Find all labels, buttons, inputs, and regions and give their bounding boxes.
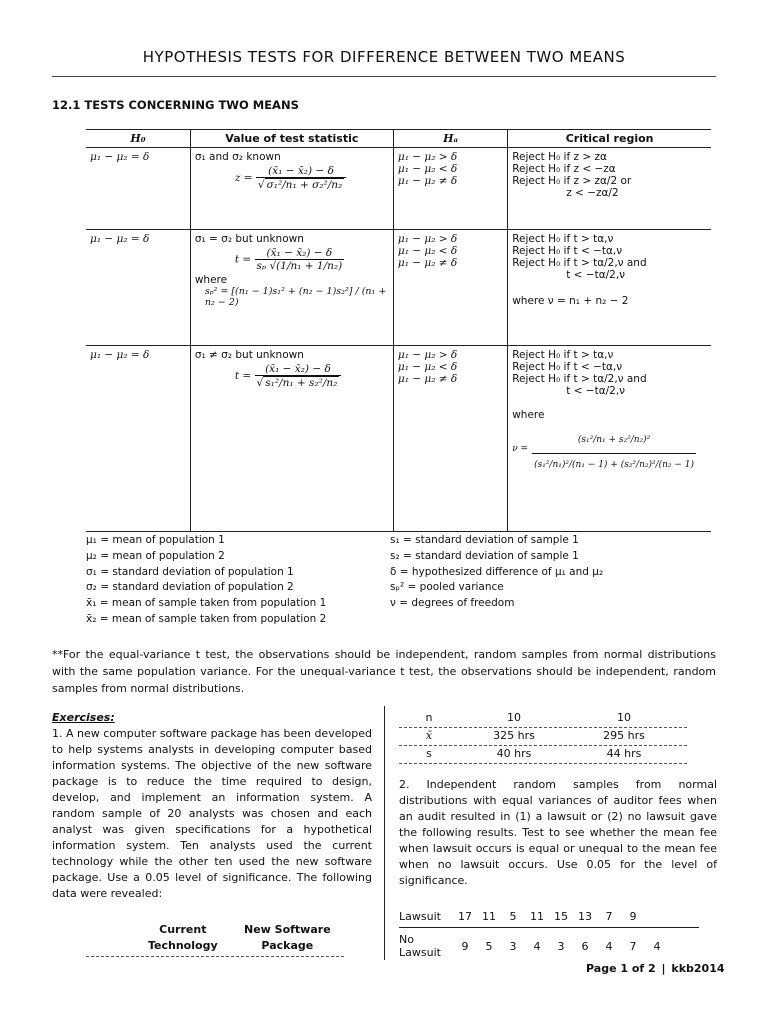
definition: μ₁ = mean of population 1 [86,534,225,546]
section-heading: 12.1 TESTS CONCERNING TWO MEANS [52,98,299,112]
ha-cell [393,346,507,532]
critical-cell [508,148,711,230]
row-label: n [425,711,433,724]
stat-numerator: (x̄₁ − x̄₂) − δ [255,363,342,376]
cell-current: 10 [507,711,521,724]
col-current-line: Current [159,923,207,936]
definition: σ₁ = standard deviation of population 1 [86,565,294,578]
nolawsuit-label-line: No [399,933,414,946]
exercises-heading: Exercises: [52,711,115,724]
col-new-line: New Software [244,923,331,936]
exercise-1-text: 1. A new computer software package has been developed to help systems analysts in developing computer based information systems. The objective of the new software package is to reduce the time required to design, develop, and implement an information system. A random sample of 20 analysts was chosen and each analyst was given specifications for a hypothetical information system. Ten analysts used the current technology while the other ten used the new software package. Use a 0.05 level of significance. The following data were revealed: [52,727,372,900]
assumptions-note: **For the equal-variance t test, the observations should be independent, random samples from normal distributions with the same population variance. For the unequal-variance t test, the observations should be independent, random samples from normal distributions. [52,648,716,695]
definition: μ₂ = mean of population 2 [86,549,225,562]
divider [86,956,344,957]
cell-new: 44 hrs [606,747,642,760]
exercise-1 [52,710,372,902]
stat-fraction: $\frac{\text{(x̄₁ − x̄₂) − δ}}{\text{√ σ₁²/n₁ + σ₂²/n₂}}$ [256,165,346,191]
nolawsuit-value: 9 [461,939,469,953]
nolawsuit-value: 4 [533,939,541,953]
df-numerator: (s₁²/n₁ + s₂²/n₂)² [532,427,696,454]
nolawsuit-value: 5 [485,939,493,953]
col-current-technology [148,922,218,954]
col-new-software [244,922,331,954]
page-number: Page 1 of 2 [586,962,656,975]
ha-cell [393,148,507,230]
critical-line: z < −zα/2 [566,187,619,199]
critical-line: Reject H₀ if z > zα [512,151,607,163]
ha-greater: μ₁ − μ₂ > δ [397,151,458,163]
stat-denominator: sₚ √(1/n₁ + 1/n₂) [256,260,343,272]
definition: δ = hypothesized difference of μ₁ and μ₂ [390,565,604,578]
condition: σ₁ = σ₂ but unknown [194,233,304,245]
exercise-2-text: 2. Independent random samples from normal distributions with equal variances of auditor fees when an audit resulted in (1) a lawsuit or (2) no lawsuit gave the following results. Test to see whether the mean fee when lawsuit occurs is equal or unequal to the mean fee when no lawsuit occurs. Use 0.05 for the level of significance. [399,778,717,887]
ha-less: μ₁ − μ₂ < δ [397,163,458,175]
lawsuit-value: 11 [530,909,544,923]
page-title: HYPOTHESIS TESTS FOR DIFFERENCE BETWEEN TWO MEANS [142,48,626,66]
lawsuit-value: 9 [629,909,637,923]
col-critical: Critical region [508,130,711,148]
col-new-line: Package [261,939,314,952]
critical-line: Reject H₀ if t < −tα,ν [512,245,623,257]
stat-numerator: (x̄₁ − x̄₂) − δ [256,165,346,178]
ha-greater: μ₁ − μ₂ > δ [397,233,458,245]
where-label: where [194,274,228,286]
table-row [399,905,699,928]
lawsuit-value: 5 [509,909,517,923]
ha-less: μ₁ − μ₂ < δ [397,361,458,373]
definitions-left [86,533,326,628]
critical-line: t < −tα/2,ν [566,385,626,397]
stat-numerator: (x̄₁ − x̄₂) − δ [255,247,345,260]
definition: s₁ = standard deviation of sample 1 [390,534,579,546]
stat-denominator: σ₁²/n₁ + σ₂²/n₂ [266,179,343,191]
table-row [86,148,711,230]
statistic-cell [190,230,393,346]
pooled-variance: sₚ² = [(n₁ − 1)s₁² + (n₂ − 1)s₂²] / (n₁ + n₂ − 2) [204,286,387,308]
ha-less: μ₁ − μ₂ < δ [397,245,458,257]
footer-separator: | [661,962,666,975]
h0-cell: μ₁ − μ₂ = δ [86,230,190,346]
statistic-cell [190,148,393,230]
table-row [86,230,711,346]
lawsuit-value: 7 [605,909,613,923]
row-label: x̄ [425,729,433,742]
stat-fraction [255,247,345,272]
column-divider [384,706,385,960]
stat-var: t = [234,370,252,382]
nolawsuit-value: 4 [605,939,613,953]
cell-current: 325 hrs [493,729,535,742]
table-row [399,928,699,964]
definition: σ₂ = standard deviation of population 2 [86,581,294,594]
definition: x̄₂ = mean of sample taken from population 2 [86,612,327,625]
critical-line: Reject H₀ if t > tα/2,ν and [512,257,647,269]
lawsuit-value: 13 [578,909,592,923]
statistic-cell [190,346,393,532]
lawsuit-label: Lawsuit [399,909,441,923]
nolawsuit-value: 6 [581,939,589,953]
definition: s₂ = standard deviation of sample 1 [390,549,579,562]
critical-cell [508,230,711,346]
definition: x̄₁ = mean of sample taken from population 1 [86,597,327,610]
ha-not-equal: μ₁ − μ₂ ≠ δ [397,257,458,269]
col-statistic: Value of test statistic [190,130,393,148]
df-lhs: ν = [512,443,529,454]
ha-not-equal: μ₁ − μ₂ ≠ δ [397,175,458,187]
condition: σ₁ ≠ σ₂ but unknown [194,349,304,361]
lawsuit-value: 15 [554,909,568,923]
ha-greater: μ₁ − μ₂ > δ [397,349,458,361]
stat-var: z = [234,172,253,184]
nolawsuit-value: 4 [653,939,661,953]
lawsuit-table [399,905,699,964]
nolawsuit-value: 3 [557,939,565,953]
critical-line: Reject H₀ if t < −tα,ν [512,361,623,373]
cell-new: 10 [617,711,631,724]
h0-cell: μ₁ − μ₂ = δ [86,346,190,532]
where-label: where [512,409,545,421]
nolawsuit-label [399,933,453,959]
row-label: s [426,747,432,760]
df-denominator: (s₁²/n₁)²/(n₁ − 1) + (s₂²/n₂)²/(n₂ − 1) [534,460,695,470]
critical-line: Reject H₀ if t > tα,ν [512,349,614,361]
critical-line: Reject H₀ if z > zα/2 or [512,175,632,187]
degrees-of-freedom: where ν = n₁ + n₂ − 2 [512,295,629,307]
col-h0: H₀ [86,130,190,148]
table-row [86,346,711,532]
definition: ν = degrees of freedom [390,597,515,610]
critical-line: Reject H₀ if z < −zα [512,163,616,175]
h0-cell: μ₁ − μ₂ = δ [86,148,190,230]
df-fraction [532,427,696,470]
table-row [399,710,687,728]
exercise-1-data-table [399,710,687,764]
stat-var: t = [234,253,252,266]
table-row [399,746,687,764]
nolawsuit-value: 7 [629,939,637,953]
definitions-right [390,533,603,612]
stat-fraction: $\frac{\text{(x̄₁ − x̄₂) − δ}}{\text{√ s₁²/n₁ + s₂²/n₂}}$ [255,363,342,389]
stat-denominator: s₁²/n₁ + s₂²/n₂ [265,377,338,389]
critical-line: Reject H₀ if t > tα,ν [512,233,614,245]
ha-cell [393,230,507,346]
critical-line: t < −tα/2,ν [566,269,626,281]
nolawsuit-value: 3 [509,939,517,953]
title-rule [52,76,716,77]
tests-table [86,129,711,532]
col-current-line: Technology [148,939,218,952]
footer-tag: kkb2014 [671,962,725,975]
critical-cell [508,346,711,532]
condition: σ₁ and σ₂ known [194,151,281,163]
table-row [399,728,687,746]
lawsuit-value: 17 [458,909,472,923]
critical-line: Reject H₀ if t > tα/2,ν and [512,373,647,385]
page-footer [586,962,725,975]
ha-not-equal: μ₁ − μ₂ ≠ δ [397,373,458,385]
cell-current: 40 hrs [496,747,532,760]
definition: sₚ² = pooled variance [390,581,504,594]
lawsuit-value: 11 [482,909,496,923]
col-ha: Hₐ [393,130,507,148]
cell-new: 295 hrs [603,729,645,742]
nolawsuit-label-line: Lawsuit [399,946,441,959]
